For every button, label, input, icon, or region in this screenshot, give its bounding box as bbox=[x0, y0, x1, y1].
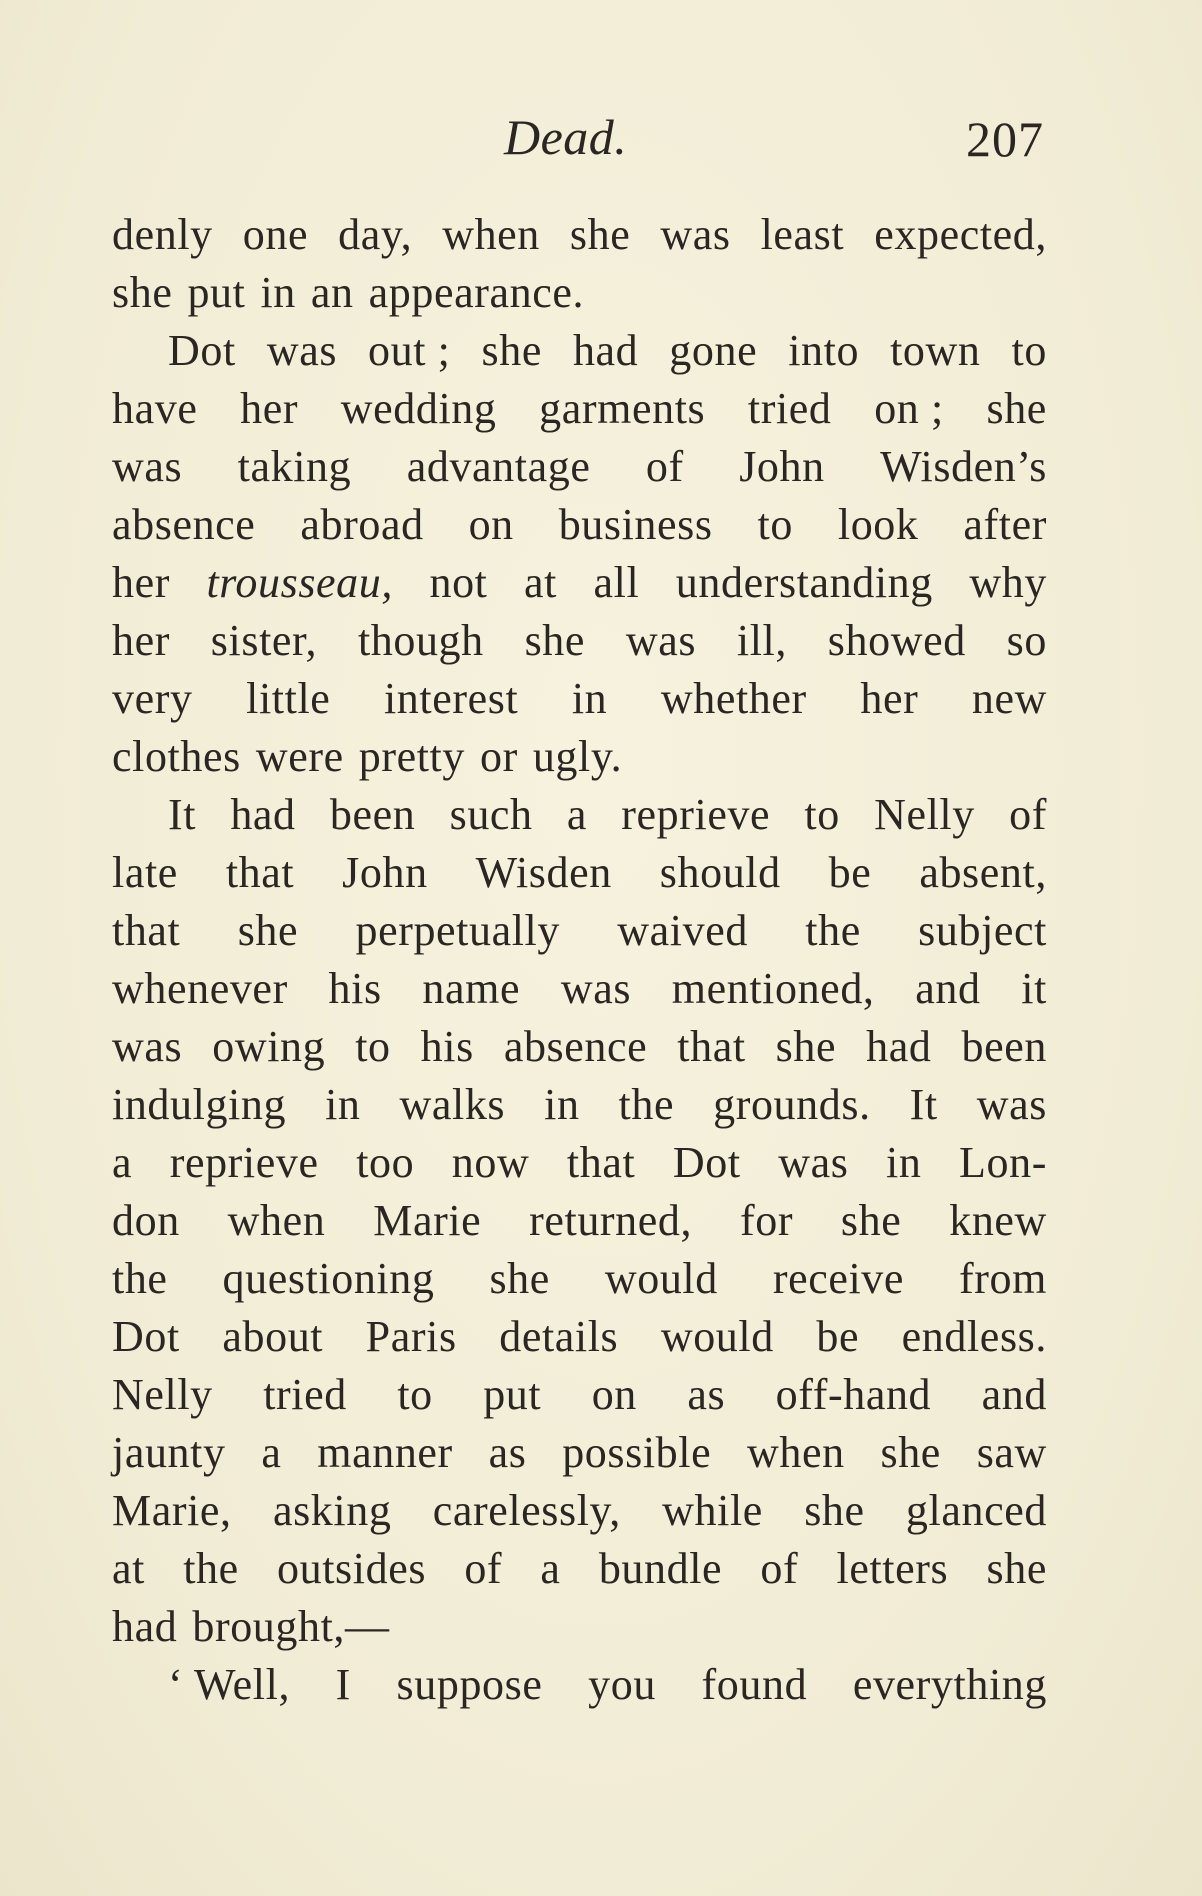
text-line bbox=[112, 670, 1047, 728]
text-word: too bbox=[356, 1138, 415, 1187]
text-word: she bbox=[986, 384, 1047, 433]
text-word: found bbox=[701, 1660, 808, 1709]
text-word: expected, bbox=[874, 210, 1047, 259]
text-word: be bbox=[828, 848, 872, 897]
text-word: she bbox=[775, 1022, 837, 1071]
text-word: reprieve bbox=[621, 790, 771, 839]
text-word: was bbox=[112, 1022, 183, 1071]
text-word: out ; bbox=[368, 326, 451, 375]
text-word: advantage bbox=[406, 442, 591, 491]
text-word: clothes bbox=[112, 732, 241, 781]
text-word: she bbox=[840, 1196, 902, 1245]
text-word: to bbox=[757, 500, 793, 549]
text-word: should bbox=[659, 848, 781, 897]
text-word: been bbox=[961, 1022, 1047, 1071]
text-word: business bbox=[558, 500, 713, 549]
text-word: off-hand bbox=[775, 1370, 932, 1419]
text-line bbox=[112, 612, 1047, 670]
page-header bbox=[112, 100, 1044, 170]
text-word: details bbox=[499, 1312, 619, 1361]
text-word: her bbox=[860, 674, 919, 723]
text-word: one bbox=[242, 210, 309, 259]
text-word: of bbox=[645, 442, 684, 491]
text-word: would bbox=[604, 1254, 718, 1303]
text-word: while bbox=[662, 1486, 763, 1535]
text-line bbox=[112, 380, 1047, 438]
text-word: she bbox=[804, 1486, 865, 1535]
text-word: to bbox=[355, 1022, 391, 1071]
text-word: Dot bbox=[112, 1312, 180, 1361]
text-word: from bbox=[959, 1254, 1047, 1303]
text-word: gone bbox=[669, 326, 758, 375]
text-word: all bbox=[593, 558, 640, 607]
text-word: ill, bbox=[736, 616, 787, 665]
text-word: of bbox=[464, 1544, 503, 1593]
text-word: Wisden’s bbox=[880, 442, 1047, 491]
text-word: Marie, bbox=[112, 1486, 232, 1535]
text-word: was bbox=[976, 1080, 1047, 1129]
text-word: her bbox=[112, 558, 170, 607]
text-word: now bbox=[451, 1138, 530, 1187]
text-word: waived bbox=[617, 906, 748, 955]
text-word: so bbox=[1006, 616, 1047, 665]
text-word: walks bbox=[399, 1080, 506, 1129]
text-word: Wisden bbox=[475, 848, 612, 897]
text-word: you bbox=[588, 1660, 656, 1709]
text-word: as bbox=[488, 1428, 527, 1477]
text-line bbox=[112, 496, 1047, 554]
text-word: least bbox=[760, 210, 845, 259]
text-word: bundle bbox=[598, 1544, 723, 1593]
text-word: everything bbox=[852, 1660, 1047, 1709]
text-word: when bbox=[747, 1428, 845, 1477]
text-word: that bbox=[566, 1138, 636, 1187]
text-word: after bbox=[963, 500, 1047, 549]
text-line bbox=[112, 1482, 1047, 1540]
text-word: of bbox=[760, 1544, 799, 1593]
text-word: ugly. bbox=[532, 732, 623, 781]
text-word: she bbox=[489, 1254, 550, 1303]
text-line bbox=[112, 786, 1047, 844]
text-word: whether bbox=[660, 674, 807, 723]
text-word: name bbox=[422, 964, 521, 1013]
text-word: knew bbox=[949, 1196, 1047, 1245]
text-word: her bbox=[112, 616, 170, 665]
text-line bbox=[112, 1598, 1047, 1656]
text-word: put bbox=[483, 1370, 542, 1419]
text-word: was bbox=[625, 616, 697, 665]
text-word: to bbox=[1011, 326, 1047, 375]
text-word: for bbox=[739, 1196, 794, 1245]
text-word: a bbox=[112, 1138, 133, 1187]
text-word: had bbox=[866, 1022, 932, 1071]
text-word: or bbox=[479, 732, 518, 781]
running-title: Dead. bbox=[504, 109, 628, 165]
text-word: little bbox=[246, 674, 331, 723]
text-word: outsides bbox=[277, 1544, 427, 1593]
text-word: endless. bbox=[901, 1312, 1047, 1361]
text-word: to bbox=[397, 1370, 433, 1419]
text-word: his bbox=[420, 1022, 474, 1071]
text-line bbox=[112, 1366, 1047, 1424]
page-number: 207 bbox=[966, 111, 1044, 167]
text-line bbox=[112, 728, 1047, 786]
text-word: subject bbox=[918, 906, 1047, 955]
text-word: was bbox=[112, 442, 183, 491]
text-word: indulging bbox=[112, 1080, 287, 1129]
text-line bbox=[112, 1134, 1047, 1192]
text-word: were bbox=[255, 732, 344, 781]
text-line bbox=[112, 844, 1047, 902]
text-line bbox=[112, 1540, 1047, 1598]
text-word: a bbox=[540, 1544, 561, 1593]
text-word: a bbox=[566, 790, 588, 839]
text-word: was bbox=[560, 964, 632, 1013]
text-word: be bbox=[816, 1312, 860, 1361]
text-word: tried bbox=[263, 1370, 347, 1419]
text-word: look bbox=[837, 500, 919, 549]
text-word: was bbox=[660, 210, 731, 259]
text-word: as bbox=[687, 1370, 726, 1419]
text-word: had bbox=[112, 1602, 178, 1651]
text-word: the bbox=[112, 1254, 168, 1303]
text-line bbox=[112, 438, 1047, 496]
text-word: abroad bbox=[300, 500, 424, 549]
body-text bbox=[112, 206, 1047, 1714]
text-word: not bbox=[429, 558, 488, 607]
text-word: into bbox=[788, 326, 860, 375]
text-word: very bbox=[112, 674, 193, 723]
text-word: I bbox=[335, 1660, 351, 1709]
text-word: late bbox=[112, 848, 178, 897]
text-word: John bbox=[342, 848, 428, 897]
text-word: understanding bbox=[675, 558, 933, 607]
text-word: sister, bbox=[210, 616, 318, 665]
text-word: on bbox=[468, 500, 514, 549]
text-word: garments bbox=[539, 384, 706, 433]
text-line bbox=[112, 1018, 1047, 1076]
text-word: have bbox=[112, 384, 198, 433]
text-word: been bbox=[329, 790, 416, 839]
text-word: mentioned, bbox=[671, 964, 875, 1013]
text-word: denly bbox=[112, 210, 213, 259]
text-line bbox=[112, 960, 1047, 1018]
text-word: at bbox=[524, 558, 557, 607]
text-word: wedding bbox=[340, 384, 497, 433]
text-line bbox=[112, 322, 1047, 380]
text-line bbox=[112, 1192, 1047, 1250]
text-word: about bbox=[222, 1312, 324, 1361]
text-word: suppose bbox=[396, 1660, 543, 1709]
text-word: saw bbox=[976, 1428, 1047, 1477]
text-word: returned, bbox=[529, 1196, 693, 1245]
text-word: when bbox=[227, 1196, 326, 1245]
text-word: pretty bbox=[358, 732, 465, 781]
text-word: on ; bbox=[874, 384, 944, 433]
text-line bbox=[112, 1250, 1047, 1308]
text-word: of bbox=[1009, 790, 1047, 839]
text-word: asking bbox=[272, 1486, 392, 1535]
text-word: tried bbox=[747, 384, 832, 433]
text-word: glanced bbox=[905, 1486, 1047, 1535]
text-word: whenever bbox=[112, 964, 288, 1013]
text-word: owing bbox=[212, 1022, 326, 1071]
text-word: it bbox=[1021, 964, 1047, 1013]
text-word: brought,— bbox=[192, 1602, 390, 1651]
text-word: showed bbox=[827, 616, 966, 665]
text-word: in bbox=[260, 268, 296, 317]
text-word: she bbox=[481, 326, 542, 375]
text-word: grounds. bbox=[713, 1080, 871, 1129]
text-word: she bbox=[880, 1428, 941, 1477]
text-word: in bbox=[886, 1138, 922, 1187]
text-word: she bbox=[112, 268, 173, 317]
text-word: was bbox=[778, 1138, 849, 1187]
text-word: had bbox=[230, 790, 296, 839]
text-word: absence bbox=[503, 1022, 648, 1071]
text-word: day, bbox=[338, 210, 413, 259]
text-line bbox=[112, 206, 1047, 264]
text-word: letters bbox=[836, 1544, 949, 1593]
text-word: John bbox=[739, 442, 825, 491]
text-word: Marie bbox=[373, 1196, 482, 1245]
text-word: manner bbox=[317, 1428, 453, 1477]
text-word: when bbox=[442, 210, 540, 259]
text-word: at bbox=[112, 1544, 145, 1593]
text-word: she bbox=[524, 616, 586, 665]
text-word: her bbox=[240, 384, 299, 433]
text-word: perpetually bbox=[355, 906, 560, 955]
text-word: trousseau, bbox=[206, 558, 393, 607]
text-word: reprieve bbox=[169, 1138, 319, 1187]
text-word: the bbox=[183, 1544, 239, 1593]
text-word: an bbox=[310, 268, 354, 317]
text-word: ‘ Well, bbox=[168, 1660, 291, 1709]
text-word: Dot bbox=[672, 1138, 741, 1187]
text-word: the bbox=[805, 906, 861, 955]
text-word: Lon- bbox=[959, 1138, 1047, 1187]
text-word: town bbox=[890, 326, 981, 375]
text-word: don bbox=[112, 1196, 180, 1245]
text-word: on bbox=[591, 1370, 637, 1419]
text-word: It bbox=[168, 790, 197, 839]
text-word: that bbox=[112, 906, 181, 955]
text-word: absence bbox=[112, 500, 256, 549]
text-word: why bbox=[969, 558, 1047, 607]
text-word: Nelly bbox=[112, 1370, 213, 1419]
text-line bbox=[112, 1424, 1047, 1482]
text-word: a bbox=[261, 1428, 282, 1477]
text-word: and bbox=[981, 1370, 1047, 1419]
text-word: carelessly, bbox=[432, 1486, 621, 1535]
text-word: that bbox=[225, 848, 295, 897]
text-word: possible bbox=[562, 1428, 712, 1477]
text-word: interest bbox=[383, 674, 519, 723]
text-word: Nelly bbox=[874, 790, 975, 839]
text-word: would bbox=[660, 1312, 774, 1361]
text-word: his bbox=[328, 964, 382, 1013]
text-word: in bbox=[571, 674, 608, 723]
text-word: to bbox=[804, 790, 840, 839]
text-word: receive bbox=[772, 1254, 905, 1303]
text-word: put bbox=[187, 268, 246, 317]
text-word: Dot bbox=[168, 326, 236, 375]
text-line bbox=[112, 1076, 1047, 1134]
text-word: had bbox=[572, 326, 639, 375]
text-word: in bbox=[325, 1080, 361, 1129]
text-line bbox=[112, 902, 1047, 960]
text-word: appearance. bbox=[368, 268, 585, 317]
text-word: new bbox=[971, 674, 1047, 723]
text-word: she bbox=[237, 906, 299, 955]
text-word: she bbox=[986, 1544, 1047, 1593]
text-word: questioning bbox=[222, 1254, 435, 1303]
text-word: though bbox=[357, 616, 484, 665]
text-line bbox=[112, 1656, 1047, 1714]
text-word: was bbox=[266, 326, 338, 375]
text-line bbox=[112, 554, 1047, 612]
text-word: jaunty bbox=[112, 1428, 226, 1477]
text-word: such bbox=[449, 790, 533, 839]
text-line bbox=[112, 1308, 1047, 1366]
text-word: she bbox=[569, 210, 631, 259]
text-word: Paris bbox=[365, 1312, 457, 1361]
text-word: the bbox=[618, 1080, 675, 1129]
text-word: and bbox=[915, 964, 981, 1013]
text-word: It bbox=[909, 1080, 938, 1129]
text-word: taking bbox=[237, 442, 352, 491]
text-word: absent, bbox=[919, 848, 1047, 897]
text-line bbox=[112, 264, 1047, 322]
text-word: that bbox=[677, 1022, 746, 1071]
text-word: in bbox=[544, 1080, 580, 1129]
